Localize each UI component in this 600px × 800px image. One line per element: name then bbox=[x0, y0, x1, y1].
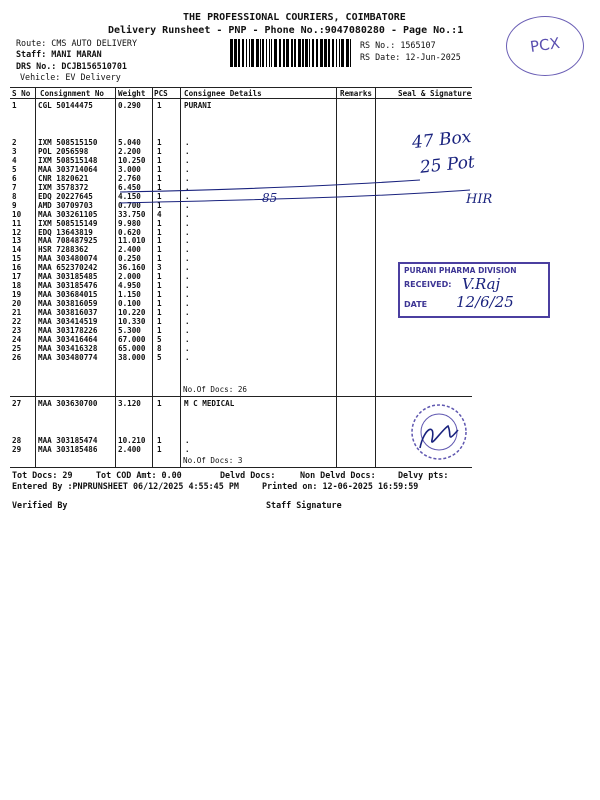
row-serial-number: 29 bbox=[12, 445, 22, 454]
group-docs-count: No.Of Docs: 3 bbox=[183, 456, 243, 465]
col-header-consignment: Consignment No bbox=[40, 89, 105, 98]
row-serial-number: 11 bbox=[12, 218, 22, 228]
stamp-date-label: DATE bbox=[404, 300, 428, 309]
row-serial-number: 15 bbox=[12, 254, 22, 264]
col-header-consignee: Consignee Details bbox=[184, 89, 262, 98]
row-weight: 10.220 bbox=[118, 308, 146, 318]
row-serial-number: 28 bbox=[12, 436, 22, 445]
row-pieces: 1 bbox=[157, 445, 162, 454]
row-serial-number: 4 bbox=[12, 155, 17, 165]
row-pieces: 1 bbox=[157, 436, 162, 445]
row-consignee-marker: . bbox=[185, 254, 190, 264]
stamp-company: PURANI PHARMA DIVISION bbox=[404, 266, 517, 275]
row-pieces: 1 bbox=[157, 245, 162, 255]
col-header-weight: Weight bbox=[118, 89, 146, 98]
row-consignee-marker: . bbox=[185, 281, 190, 291]
row-weight: 33.750 bbox=[118, 209, 146, 219]
row-consignment-number: IXM 508515148 bbox=[38, 155, 98, 165]
row-weight: 5.300 bbox=[118, 325, 141, 335]
row-consignee-marker: . bbox=[185, 317, 190, 326]
row-serial-number: 27 bbox=[12, 399, 22, 408]
row-consignment-number: MAA 303178226 bbox=[38, 325, 98, 335]
row-consignee-marker: . bbox=[185, 245, 190, 255]
row-pieces: 3 bbox=[157, 263, 162, 273]
row-weight: 3.120 bbox=[118, 399, 141, 408]
staff: Staff: MANI MARAN bbox=[16, 49, 102, 59]
row-weight: 0.620 bbox=[118, 227, 141, 237]
row-consignment-number: MAA 303816059 bbox=[38, 299, 98, 309]
delivered-docs: Delvd Docs: bbox=[220, 470, 276, 480]
row-pieces: 1 bbox=[157, 101, 162, 110]
row-serial-number: 17 bbox=[12, 272, 22, 282]
handwritten-note-hir: HIR bbox=[466, 192, 493, 207]
row-consignment-number: MAA 303630700 bbox=[38, 399, 98, 408]
row-consignee-marker: . bbox=[185, 227, 190, 237]
row-weight: 38.000 bbox=[118, 352, 146, 362]
row-pieces: 8 bbox=[157, 343, 162, 353]
row-consignment-number: MAA 303816037 bbox=[38, 308, 98, 318]
row-weight: 0.290 bbox=[118, 101, 141, 110]
row-serial-number: 8 bbox=[12, 191, 17, 201]
consignee-name: M C MEDICAL bbox=[184, 399, 235, 408]
row-weight: 11.010 bbox=[118, 236, 146, 246]
row-pieces: 1 bbox=[157, 290, 162, 300]
route: Route: CMS AUTO DELIVERY bbox=[16, 38, 138, 48]
row-pieces: 1 bbox=[157, 308, 162, 318]
row-weight: 10.210 bbox=[118, 436, 146, 445]
row-pieces: 1 bbox=[157, 272, 162, 282]
round-seal-signature bbox=[408, 400, 470, 464]
row-consignment-number: MAA 303416328 bbox=[38, 343, 98, 353]
row-consignee-marker: . bbox=[185, 343, 190, 353]
row-consignment-number: HSR 7288362 bbox=[38, 245, 89, 255]
row-pieces: 1 bbox=[157, 254, 162, 264]
row-consignment-number: MAA 303185485 bbox=[38, 272, 98, 282]
rs-number: RS No.: 1565107 bbox=[360, 40, 436, 50]
row-consignment-number: MAA 708487925 bbox=[38, 236, 98, 246]
row-pieces: 1 bbox=[157, 325, 162, 335]
row-consignee-marker: . bbox=[185, 236, 190, 246]
row-serial-number: 25 bbox=[12, 343, 22, 353]
verified-by: Verified By bbox=[12, 500, 68, 510]
row-serial-number: 19 bbox=[12, 290, 22, 300]
row-serial-number: 6 bbox=[12, 173, 17, 183]
pcx-stamp-text: PCX bbox=[528, 34, 561, 56]
row-consignee-marker: . bbox=[185, 191, 190, 201]
row-pieces: 1 bbox=[157, 155, 162, 165]
total-docs: Tot Docs: 29 bbox=[12, 470, 73, 480]
row-weight: 2.000 bbox=[118, 272, 141, 282]
row-serial-number: 2 bbox=[12, 138, 17, 147]
runsheet-title: Delivery Runsheet - PNP - Phone No.:9047080280 - Page No.:1 bbox=[108, 25, 464, 36]
row-weight: 2.400 bbox=[118, 245, 141, 255]
row-consignee-marker: . bbox=[185, 209, 190, 219]
total-cod: Tot COD Amt: 0.00 bbox=[96, 470, 182, 480]
row-pieces: 1 bbox=[157, 399, 162, 408]
group-docs-count: No.Of Docs: 26 bbox=[183, 385, 248, 394]
col-header-pcs: PCS bbox=[154, 89, 168, 98]
row-serial-number: 10 bbox=[12, 209, 22, 219]
row-weight: 2.760 bbox=[118, 173, 141, 183]
stamp-received-value: V.Raj bbox=[462, 275, 501, 293]
row-serial-number: 26 bbox=[12, 352, 22, 362]
stamp-received-label: RECEIVED: bbox=[404, 280, 452, 289]
row-serial-number: 7 bbox=[12, 182, 17, 192]
row-consignment-number: IXM 508515149 bbox=[38, 218, 98, 228]
row-consignment-number: MAA 303714064 bbox=[38, 164, 98, 174]
col-header-seal-signature: Seal & Signature bbox=[398, 89, 472, 98]
row-consignee-marker: . bbox=[185, 218, 190, 228]
row-pieces: 1 bbox=[157, 281, 162, 291]
row-weight: 67.000 bbox=[118, 334, 146, 344]
row-consignment-number: MAA 303261105 bbox=[38, 209, 98, 219]
handwritten-note-pots: 25 Pot bbox=[419, 152, 476, 178]
row-weight: 6.450 bbox=[118, 182, 141, 192]
row-consignment-number: EDQ 20227645 bbox=[38, 191, 93, 201]
row-consignee-marker: . bbox=[185, 173, 190, 183]
row-weight: 1.150 bbox=[118, 290, 141, 300]
handwritten-note-boxes: 47 Box bbox=[411, 126, 473, 154]
row-consignee-marker: . bbox=[185, 299, 190, 309]
row-consignee-marker: . bbox=[185, 164, 190, 174]
row-pieces: 1 bbox=[157, 200, 162, 210]
row-consignee-marker: . bbox=[185, 445, 190, 454]
col-header-remarks: Remarks bbox=[340, 89, 373, 98]
non-delivered-docs: Non Delvd Docs: bbox=[300, 470, 376, 480]
row-weight: 4.950 bbox=[118, 281, 141, 291]
row-consignee-marker: . bbox=[185, 290, 190, 300]
row-consignment-number: IXM 508515150 bbox=[38, 138, 98, 147]
row-serial-number: 12 bbox=[12, 227, 22, 237]
row-serial-number: 16 bbox=[12, 263, 22, 273]
row-pieces: 1 bbox=[157, 218, 162, 228]
row-weight: 3.000 bbox=[118, 164, 141, 174]
drs-number: DRS No.: DCJB156510701 bbox=[16, 61, 127, 71]
row-consignment-number: AMD 30709703 bbox=[38, 200, 93, 210]
row-weight: 10.330 bbox=[118, 317, 146, 326]
row-serial-number: 24 bbox=[12, 334, 22, 344]
row-weight: 0.700 bbox=[118, 200, 141, 210]
row-pieces: 1 bbox=[157, 173, 162, 183]
received-stamp bbox=[398, 262, 550, 318]
row-weight: 10.250 bbox=[118, 155, 146, 165]
row-consignment-number: MAA 303416464 bbox=[38, 334, 98, 344]
row-weight: 2.400 bbox=[118, 445, 141, 454]
row-serial-number: 20 bbox=[12, 299, 22, 309]
row-consignee-marker: . bbox=[185, 308, 190, 318]
row-consignment-number: MAA 303684015 bbox=[38, 290, 98, 300]
row-pieces: 1 bbox=[157, 146, 162, 156]
row-pieces: 4 bbox=[157, 209, 162, 219]
row-consignee-marker: . bbox=[185, 334, 190, 344]
row-pieces: 5 bbox=[157, 352, 162, 362]
row-weight: 36.160 bbox=[118, 263, 146, 273]
row-weight: 5.040 bbox=[118, 138, 141, 147]
row-pieces: 1 bbox=[157, 138, 162, 147]
row-weight: 0.100 bbox=[118, 299, 141, 309]
row-consignment-number: MAA 303414519 bbox=[38, 317, 98, 326]
row-consignment-number: MAA 303480074 bbox=[38, 254, 98, 264]
row-pieces: 1 bbox=[157, 182, 162, 192]
handwritten-note-85: 85 bbox=[262, 191, 278, 205]
row-consignee-marker: . bbox=[185, 200, 190, 210]
row-consignment-number: CNR 1820621 bbox=[38, 173, 89, 183]
row-serial-number: 14 bbox=[12, 245, 22, 255]
row-serial-number: 1 bbox=[12, 101, 17, 110]
row-consignee-marker: . bbox=[185, 182, 190, 192]
row-weight: 9.980 bbox=[118, 218, 141, 228]
row-consignment-number: MAA 303480774 bbox=[38, 352, 98, 362]
row-consignee-marker: . bbox=[185, 436, 190, 445]
row-pieces: 5 bbox=[157, 334, 162, 344]
delivery-points: Delvy pts: bbox=[398, 470, 449, 480]
row-pieces: 1 bbox=[157, 227, 162, 237]
row-pieces: 1 bbox=[157, 164, 162, 174]
row-serial-number: 18 bbox=[12, 281, 22, 291]
row-consignee-marker: . bbox=[185, 272, 190, 282]
rs-date: RS Date: 12-Jun-2025 bbox=[360, 52, 461, 62]
row-consignment-number: CGL 50144475 bbox=[38, 101, 93, 110]
row-weight: 65.000 bbox=[118, 343, 146, 353]
row-serial-number: 21 bbox=[12, 308, 22, 318]
staff-signature: Staff Signature bbox=[266, 500, 342, 510]
stamp-date-value: 12/6/25 bbox=[456, 293, 514, 311]
row-consignee-marker: . bbox=[185, 263, 190, 273]
consignee-name: PURANI bbox=[184, 101, 212, 110]
row-pieces: 1 bbox=[157, 191, 162, 201]
entered-by: Entered By :PNPRUNSHEET 06/12/2025 4:55:45 PM bbox=[12, 481, 239, 491]
row-serial-number: 13 bbox=[12, 236, 22, 246]
row-pieces: 1 bbox=[157, 236, 162, 246]
row-serial-number: 9 bbox=[12, 200, 17, 210]
company-name: THE PROFESSIONAL COURIERS, COIMBATORE bbox=[183, 12, 406, 23]
row-consignee-marker: . bbox=[185, 138, 190, 147]
row-weight: 4.150 bbox=[118, 191, 141, 201]
row-serial-number: 23 bbox=[12, 325, 22, 335]
row-serial-number: 5 bbox=[12, 164, 17, 174]
row-consignee-marker: . bbox=[185, 325, 190, 335]
row-consignment-number: MAA 303185474 bbox=[38, 436, 98, 445]
col-header-sno: S No bbox=[12, 89, 31, 98]
row-pieces: 1 bbox=[157, 299, 162, 309]
row-consignee-marker: . bbox=[185, 146, 190, 156]
printed-on: Printed on: 12-06-2025 16:59:59 bbox=[262, 481, 419, 491]
row-consignment-number: MAA 303185486 bbox=[38, 445, 98, 454]
row-weight: 2.200 bbox=[118, 146, 141, 156]
vehicle: Vehicle: EV Delivery bbox=[20, 72, 121, 82]
row-weight: 0.250 bbox=[118, 254, 141, 264]
row-consignment-number: MAA 303185476 bbox=[38, 281, 98, 291]
row-consignment-number: IXM 3578372 bbox=[38, 182, 89, 192]
row-consignee-marker: . bbox=[185, 155, 190, 165]
row-serial-number: 3 bbox=[12, 146, 17, 156]
row-serial-number: 22 bbox=[12, 317, 22, 326]
row-consignment-number: MAA 652370242 bbox=[38, 263, 98, 273]
row-consignment-number: EDQ 13643819 bbox=[38, 227, 93, 237]
row-consignee-marker: . bbox=[185, 352, 190, 362]
row-pieces: 1 bbox=[157, 317, 162, 326]
row-consignment-number: POL 2056598 bbox=[38, 146, 89, 156]
